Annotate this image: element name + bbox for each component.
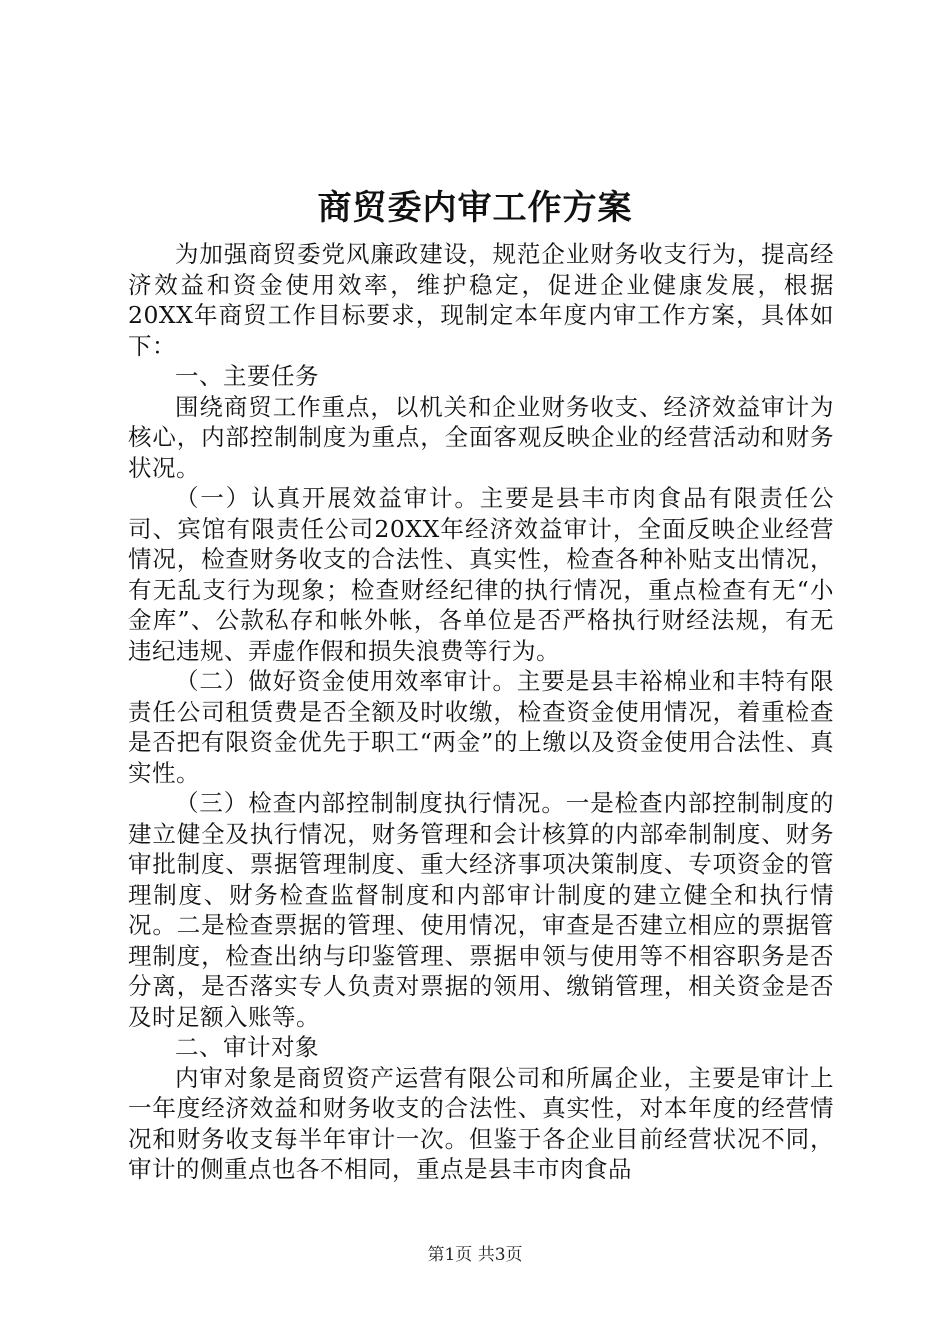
paragraph-task-1: （一）认真开展效益审计。主要是县丰市肉食品有限责任公司、宾馆有限责任公司20XX年经济效益审计，全面反映企业经营情况，检查财务收支的合法性、真实性，检查各种补贴支出情况，有无乱支行为现象；检查财经纪律的执行情况，重点检查有无“小金库”、公款私存和帐外帐，各单位是否严格执行财经法规，有无违纪违规、弄虚作假和损失浪费等行为。 <box>128 484 834 665</box>
document-body <box>128 239 834 1185</box>
heading-main-tasks: 一、主要任务 <box>175 362 319 390</box>
paragraph-tasks-overview: 围绕商贸工作重点，以机关和企业财务收支、经济效益审计为核心，内部控制制度为重点，全面客观反映企业的经营活动和财务状况。 <box>128 392 834 482</box>
paragraph-task-3: （三）检查内部控制制度执行情况。一是检查内部控制制度的建立健全及执行情况，财务管理和会计核算的内部牵制制度、财务审批制度、票据管理制度、重大经济事项决策制度、专项资金的管理制度、财务检查监督制度和内部审计制度的建立健全和执行情况。二是检查票据的管理、使用情况，审查是否建立相应的票据管理制度，检查出纳与印鉴管理、票据申领与使用等不相容职务是否分离，是否落实专人负责对票据的领用、缴销管理，相关资金是否及时足额入账等。 <box>128 789 834 1031</box>
paragraph-audit-objects: 内审对象是商贸资产运营有限公司和所属企业，主要是审计上一年度经济效益和财务收支的合法性、真实性，对本年度的经营情况和财务收支每半年审计一次。但鉴于各企业目前经营状况不同，审计的侧重点也各不相同，重点是县丰市肉食品 <box>128 1063 834 1183</box>
heading-audit-objects: 二、审计对象 <box>175 1033 319 1061</box>
paragraph-intro: 为加强商贸委党风廉政建设，规范企业财务收支行为，提高经济效益和资金使用效率，维护稳定，促进企业健康发展，根据20XX年商贸工作目标要求，现制定本年度内审工作方案，具体如下： <box>128 240 834 360</box>
page-footer: 第1页 共3页 <box>427 1245 523 1265</box>
document-title: 商贸委内审工作方案 <box>317 188 633 228</box>
paragraph-task-2: （二）做好资金使用效率审计。主要是县丰裕棉业和丰特有限责任公司租赁费是否全额及时收缴，检查资金使用情况，着重检查是否把有限资金优先于职工“两金”的上缴以及资金使用合法性、真实性。 <box>128 667 834 787</box>
